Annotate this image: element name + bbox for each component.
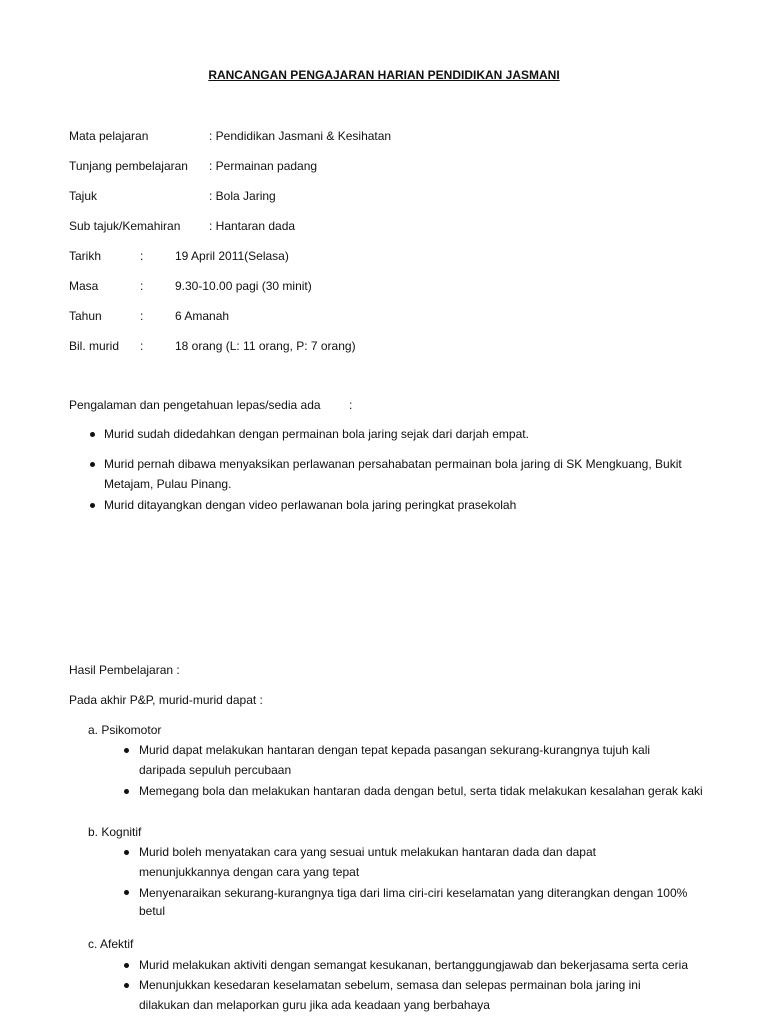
value-sub-tajuk: : Hantaran dada bbox=[209, 219, 296, 233]
value-bil-murid: 18 orang (L: 11 orang, P: 7 orang) bbox=[175, 339, 356, 353]
sep-bil-murid: : bbox=[140, 339, 144, 353]
sep-masa: : bbox=[140, 279, 144, 293]
outcomes-heading: Hasil Pembelajaran : bbox=[69, 663, 180, 677]
group-label-psikomotor: a. Psikomotor bbox=[88, 723, 162, 737]
label-tunjang: Tunjang pembelajaran bbox=[69, 159, 188, 173]
bullet-icon bbox=[90, 462, 95, 467]
bullet-icon bbox=[124, 850, 129, 855]
document-title: RANCANGAN PENGAJARAN HARIAN PENDIDIKAN JASMANI bbox=[208, 68, 560, 82]
label-mata-pelajaran: Mata pelajaran bbox=[69, 129, 149, 143]
value-tarikh: 19 April 2011(Selasa) bbox=[175, 249, 289, 263]
bullet-icon bbox=[124, 748, 129, 753]
value-masa: 9.30-10.00 pagi (30 minit) bbox=[175, 279, 312, 293]
bullet-icon bbox=[124, 789, 129, 794]
sep-tahun: : bbox=[140, 309, 144, 323]
prior-heading-colon: : bbox=[349, 398, 353, 412]
bullet-icon bbox=[124, 890, 129, 895]
kognitif-item: Murid boleh menyatakan cara yang sesuai untuk melakukan hantaran dada dan dapat menunjukkannya dengan cara yang tepat bbox=[139, 845, 596, 879]
bullet-icon bbox=[90, 432, 95, 437]
bullet-icon bbox=[90, 503, 95, 508]
label-sub-tajuk: Sub tajuk/Kemahiran bbox=[69, 219, 181, 233]
psikomotor-item: Murid dapat melakukan hantaran dengan tepat kepada pasangan sekurang-kurangnya tujuh kali daripada sepuluh percubaan bbox=[139, 743, 651, 777]
afektif-item: Murid melakukan aktiviti dengan semangat kesukanan, bertanggungjawab dan bekerjasama serta ceria bbox=[139, 958, 688, 972]
kognitif-item: Menyenaraikan sekurang-kurangnya tiga dari lima ciri-ciri keselamatan yang diterangkan dengan 100% betul bbox=[139, 886, 688, 918]
label-tajuk: Tajuk bbox=[69, 189, 98, 203]
value-tunjang: : Permainan padang bbox=[209, 159, 318, 173]
label-masa: Masa bbox=[69, 279, 99, 293]
sep-tarikh: : bbox=[140, 249, 144, 263]
value-tajuk: : Bola Jaring bbox=[209, 189, 276, 203]
bullet-icon bbox=[124, 963, 129, 968]
group-label-afektif: c. Afektif bbox=[88, 937, 134, 951]
group-label-kognitif: b. Kognitif bbox=[88, 825, 142, 839]
prior-item: Murid ditayangkan dengan video perlawanan bola jaring peringkat prasekolah bbox=[104, 498, 517, 512]
afektif-item: Menunjukkan kesedaran keselamatan sebelum, semasa dan selepas permainan bola jaring ini dilakukan dan melaporkan guru jika ada keadaan yang berbahaya bbox=[139, 978, 641, 1012]
label-tarikh: Tarikh bbox=[69, 249, 102, 263]
outcomes-intro: Pada akhir P&P, murid-murid dapat : bbox=[69, 693, 263, 707]
prior-item: Murid sudah didedahkan dengan permainan bola jaring sejak dari darjah empat. bbox=[104, 427, 529, 441]
label-tahun: Tahun bbox=[69, 309, 102, 323]
psikomotor-item: Memegang bola dan melakukan hantaran dada dengan betul, serta tidak melakukan kesalahan gerak kaki bbox=[139, 784, 703, 798]
bullet-icon bbox=[124, 983, 129, 988]
label-bil-murid: Bil. murid bbox=[69, 339, 120, 353]
value-tahun: 6 Amanah bbox=[175, 309, 230, 323]
prior-item: Murid pernah dibawa menyaksikan perlawanan persahabatan permainan bola jaring di SK Mengkuang, Bukit Metajam, Pulau Pinang. bbox=[104, 457, 682, 491]
prior-heading: Pengalaman dan pengetahuan lepas/sedia ada bbox=[69, 398, 321, 412]
value-mata-pelajaran: : Pendidikan Jasmani & Kesihatan bbox=[209, 129, 392, 143]
